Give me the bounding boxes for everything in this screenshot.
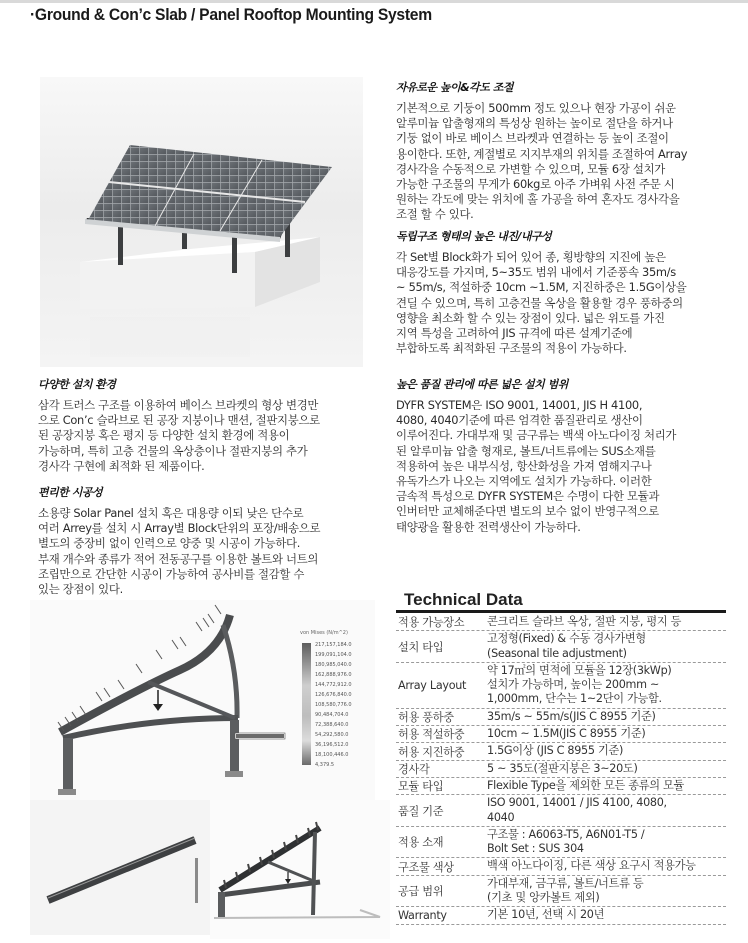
row-value: 1.5G이상 (JIS C 8955 기준) [487, 744, 624, 758]
truss-fea-illustration [30, 600, 375, 800]
fea-stress-analysis-truss [30, 600, 375, 800]
table-row [396, 614, 726, 631]
table-row [396, 827, 726, 859]
beam [48, 840, 195, 900]
table-row [396, 663, 726, 709]
legend-colorbar [302, 643, 311, 765]
legend-label: 36,196,512.0 [315, 742, 349, 748]
row-value: Flexible Type을 제외한 모든 종류의 모듈 [487, 778, 685, 792]
table-row [396, 858, 726, 875]
row-value: 고정형(Fixed) & 수동 경사가변형 (Seasonal tile adjustment) [487, 632, 646, 660]
legend-label: 4,379.5 [315, 762, 335, 768]
solar-array-illustration [40, 77, 363, 367]
legend-label: 217,157,184.0 [315, 642, 352, 648]
table-row [396, 761, 726, 778]
section-height-angle [396, 79, 741, 223]
section-title: 자유로운 높이&각도 조절 [396, 81, 514, 94]
row-label: 구조물 색상 [398, 860, 454, 874]
section-title: 다양한 설치 환경 [38, 378, 116, 391]
section-body: 각 Set별 Block화가 되어 있어 종, 횡방향의 지진에 높은 대응강도를 가지며, 5~35도 범위 내에서 기준풍속 35m/s ~ 55m/s, 적설하중 10cm ~1.5M, 지진하중은 1.5G이상을 견딜 수 있으며, 특히 고층건물 옥상을 활용할 경우 풍하중의 영향을 최소화 할 수 있는 장점이 있다. 넓은 위도를 가진 지역 특성을 고려하여 JIS 규격에 따른 설계기준에 부합하도록 최적화된 구조물의 적용이 가능하다. [396, 250, 687, 356]
legend-title: von Mises (N/m^2) [300, 630, 348, 636]
table-row [396, 709, 726, 726]
row-value: 구조물 : A6063-T5, A6N01-T5 / Bolt Set : SUS 304 [487, 827, 645, 856]
row-label: 허용 지진하중 [398, 745, 465, 759]
row-label: 적용 소재 [398, 836, 444, 850]
legend-label: 18,100,446.0 [315, 752, 349, 758]
row-label: 품질 기준 [398, 804, 444, 818]
section-body: DYFR SYSTEM은 ISO 9001, 14001, JIS H 4100, 4080, 4040기준에 따른 엄격한 품질관리로 생산이 이루어진다. 가대부재 및 금구류는 백색 아노다이징 처리가 된 알루미늄 압출 형재로, 볼트/너트류에는 SUS소재를 적용하여 높은 내부식성, 항산화성을 가져 염해지구나 유독가스가 나오는 지역에도 설치가 가능하다. 이러한 금속적 특성으로 DYFR SYSTEM은 수명이 다한 모듈과 인버터만 교체해준다면 별도의 보수 없이 반영구적으로 태양광을 활용한 전력생산이 가능하다. [396, 398, 677, 534]
row-value: 콘크리트 슬라브 옥상, 절판 지붕, 평지 등 [487, 615, 682, 628]
legend-label: 90,484,704.0 [315, 712, 349, 718]
front-post [63, 738, 73, 793]
row-value: ISO 9001, 14001 / JIS 4100, 4080, 4040 [487, 796, 667, 824]
section-environment [38, 376, 383, 474]
technical-data-title: Technical Data [404, 590, 523, 609]
load-arrows [58, 605, 221, 731]
section-body: 삼각 트러스 구조를 이용하여 베이스 브라켓의 형상 변경만 으로 Con’c 슬라브로 된 공장 지붕이나 맨션, 절판지붕으로 된 공장지붕 혹은 평지 등 다양한 설치 환경에 적용이 가능하며, 특히 고층 건물의 옥상층이나 절판지붕의 추가 경사각 구현에 최적화 된 제품이다. [38, 398, 320, 473]
section-title: 편리한 시공성 [38, 486, 103, 499]
row-value: 기본 10년, 선택 시 20년 [487, 908, 605, 922]
row-value: 약 17㎡의 면적에 모듈을 12장(3kWp) 설치가 가능하며, 높이는 200mm ~ 1,000mm, 단수는 1~2단이 가능함. [487, 663, 672, 706]
table-row [396, 726, 726, 743]
support-leg [232, 235, 237, 273]
support-leg [118, 225, 123, 265]
table-row [396, 631, 726, 663]
product-photo-solar-mount [40, 77, 363, 367]
table-row [396, 876, 726, 908]
row-label: 허용 풍하중 [398, 710, 454, 724]
row-value: 35m/s ~ 55m/s(JIS C 8955 기준) [487, 709, 656, 723]
legend-label: 108,580,776.0 [315, 702, 352, 708]
page-title: ·Ground & Con’c Slab / Panel Rooftop Mounting System [30, 5, 432, 24]
top-border-strip [0, 0, 748, 3]
row-label: 허용 적설하중 [398, 728, 465, 742]
row-value: 백색 아노다이징, 다른 색상 요구시 적용가능 [487, 859, 696, 873]
section-convenience [38, 484, 383, 597]
section-quality [396, 376, 741, 535]
row-label: 경사각 [398, 762, 430, 776]
row-value: 10cm ~ 1.5M(JIS C 8955 기준) [487, 727, 646, 741]
legend-colorbar [195, 858, 198, 903]
beam-fea-illustration [30, 800, 210, 935]
legend-label: 126,676,840.0 [315, 692, 352, 698]
row-label: 적용 가능장소 [398, 616, 465, 630]
table-row [396, 795, 726, 827]
section-title: 높은 품질 관리에 따른 넓은 설치 범위 [396, 378, 568, 391]
row-value: 가대부재, 금구류, 볼트/너트류 등 (기초 및 앙카볼트 제외) [487, 876, 644, 905]
section-durability [396, 228, 741, 356]
section-body: 소용량 Solar Panel 설치 혹은 대용량 이되 낮은 단수로 여러 Arrey를 설치 시 Array별 Block단위의 포장/배송으로 별도의 중장비 없이 인력으로 양중 및 시공이 가능하다. 부재 개수와 종류가 적어 전동공구를 이용한 볼트와 너트의 조립만으로 간단한 시공이 가능하여 공사비를 절감할 수 있는 장점이 있다. [38, 506, 321, 597]
row-label: 설치 타입 [398, 640, 444, 654]
legend-label: 162,888,976.0 [315, 672, 352, 678]
section-body: 기본적으로 기둥이 500mm 정도 있으나 현장 가공이 쉬운 알루미늄 압출형재의 특성상 원하는 높이로 절단을 하거나 기둥 없이 바로 베이스 브라켓과 연결하는 등 높이 조절이 용이한다. 또한, 계절별로 지지부재의 위치를 조절하여 Array 경사각을 수동적으로 가변할 수 있으며, 모듈 6장 설치가 가능한 구조물의 무게가 60kg로 아주 가벼워 사전 주문 시 원하는 각도에 맞는 위치에 홀 가공을 하여 혼자도 경사각을 조절 할 수 있다. [396, 101, 688, 222]
legend-label: 199,091,104.0 [315, 652, 352, 658]
row-value: 5 ~ 35도(절판지붕은 3~20도) [487, 761, 638, 775]
section-title: 독립구조 형태의 높은 내진/내구성 [396, 230, 552, 243]
structure-3d-illustration [210, 800, 390, 939]
table-row [396, 907, 726, 924]
legend-label: 72,388,640.0 [315, 722, 349, 728]
row-label: 모듈 타입 [398, 780, 444, 794]
row-label: Array Layout [398, 678, 467, 692]
title-rule [396, 610, 726, 613]
row-label: 공급 범위 [398, 885, 444, 899]
row-label: Warranty [398, 908, 447, 922]
table-row [396, 743, 726, 760]
rear-post [230, 720, 239, 775]
table-row [396, 778, 726, 795]
legend-label: 54,292,580.0 [315, 732, 349, 738]
fea-beam-analysis [30, 800, 210, 935]
legend-label: 144,772,912.0 [315, 682, 352, 688]
legend-label: 180,985,040.0 [315, 662, 352, 668]
fea-structure-3d [210, 800, 390, 939]
rafter [220, 828, 320, 890]
technical-data-table [396, 590, 726, 925]
